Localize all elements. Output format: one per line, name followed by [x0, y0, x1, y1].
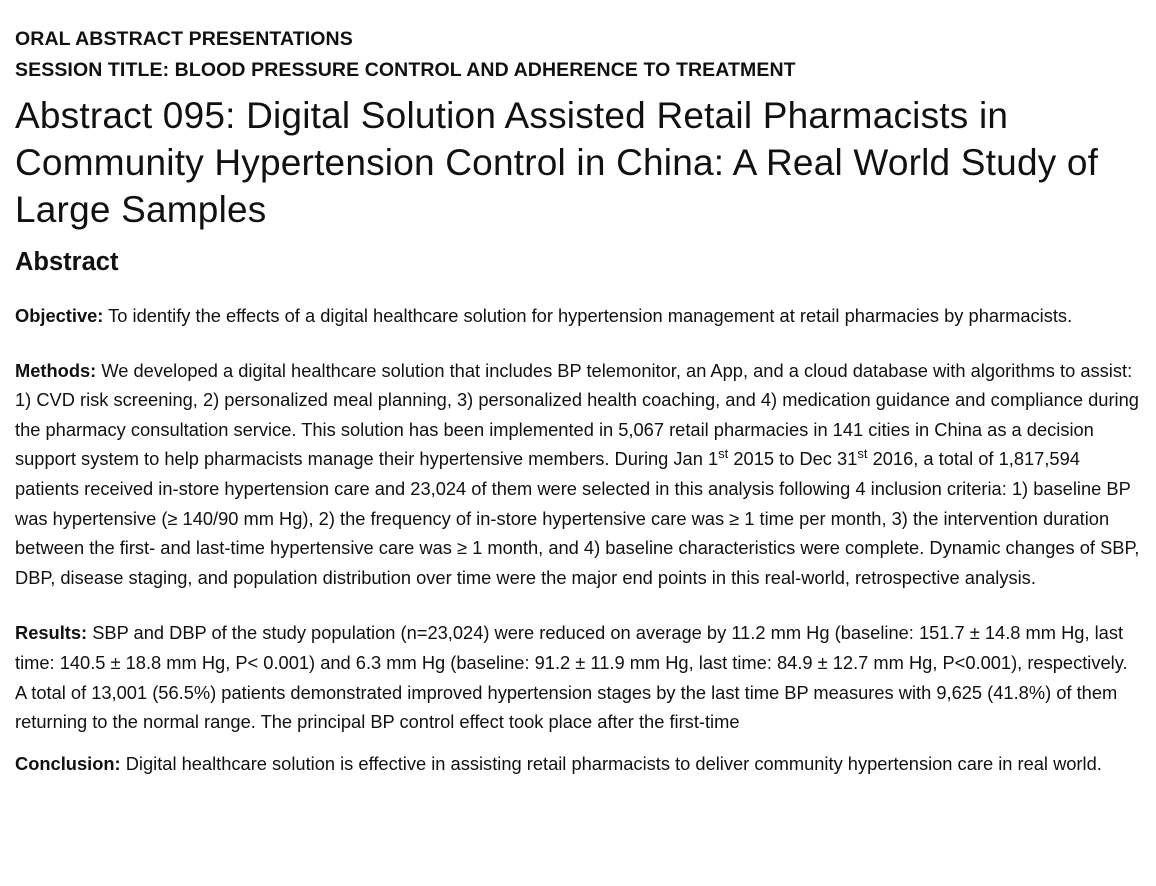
conclusion-text: Digital healthcare solution is effective in assisting retail pharmacists to deliver community hypertension care in real world.: [120, 752, 1102, 774]
methods-superscript-1: st: [718, 446, 729, 462]
objective-text: To identify the effects of a digital healthcare solution for hypertension management at retail pharmacies by pharmacists.: [103, 305, 1073, 326]
results-text: SBP and DBP of the study population (n=23,024) were reduced on average by 11.2 mm Hg (baseline: 151.7 ± 14.8 mm Hg, last time: 140.5 ± 18.8 mm Hg, P< 0.001) and 6.3 mm Hg (baseline: 91.2 ± 11.9 mm Hg, last time: 84.9 ± 12.7 mm Hg, P<0.001), respectively. A total of 13,001 (56.5%) patients demonstrated improved hypertension stages by the last time BP measures with 9,625 (41.8%) of them returning to the normal range. The principal BP control effect took place after the first-time: [15, 622, 1128, 733]
presentation-category: ORAL ABSTRACT PRESENTATIONS: [15, 28, 353, 50]
conclusion-label: Conclusion:: [15, 752, 121, 774]
methods-label: Methods:: [15, 359, 97, 381]
abstract-title: Abstract 095: Digital Solution Assisted Retail Pharmacists in Community Hypertension Control in China: A Real World Study of Large Samples: [15, 95, 1099, 230]
methods-text-part-1: We developed a digital healthcare solution that includes BP telemonitor, an App, and a cloud database with algorithms to assist: 1) CVD risk screening, 2) personalized meal planning, 3) personalized health coaching, and 4) medication guidance and compliance during the pharmacy consultation service. This solution has been implemented in 5,067 retail pharmacies in 141 cities in China as a decision support system to help pharmacists manage their hypertensive members. During Jan 1: [15, 359, 1139, 470]
session-title: SESSION TITLE: BLOOD PRESSURE CONTROL AND ADHERENCE TO TREATMENT: [15, 59, 796, 81]
conclusion-paragraph: [15, 749, 1142, 779]
results-paragraph: [15, 618, 1142, 736]
results-label: Results:: [15, 622, 88, 644]
methods-text-part-3: 2016, a total of 1,817,594 patients received in-store hypertension care and 23,024 of them were selected in this analysis following 4 inclusion criteria: 1) baseline BP was hypertensive (≥ 140/90 mm Hg), 2) the frequency of in-store hypertensive care was ≥ 1 time per month, 3) the intervention duration between the first- and last-time hypertensive care was ≥ 1 month, and 4) baseline characteristics were complete. Dynamic changes of SBP, DBP, disease staging, and population distribution over time were the major end points in this real-world, retrospective analysis.: [15, 448, 1140, 588]
objective-paragraph: [15, 301, 1142, 331]
methods-superscript-2: st: [857, 446, 868, 462]
objective-label: Objective:: [15, 305, 104, 326]
abstract-heading: Abstract: [15, 248, 119, 276]
methods-paragraph: [15, 356, 1142, 593]
methods-text-part-2: 2015 to Dec 31: [728, 448, 858, 470]
